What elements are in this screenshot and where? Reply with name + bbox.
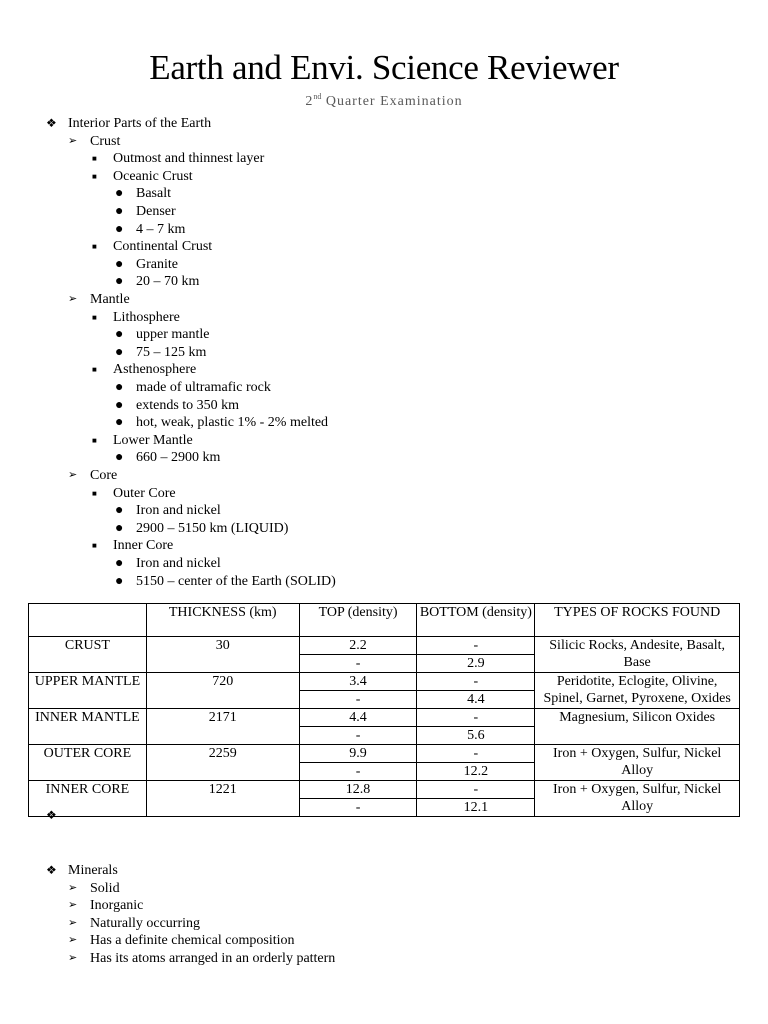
outline-item-level-3: Inner Core <box>113 538 174 554</box>
round-bullet-icon: ● <box>115 274 124 290</box>
bottom-density-cell: 12.1 <box>417 799 535 817</box>
rock-types-cell: Peridotite, Eclogite, Olivine, Spinel, Garnet, Pyroxene, Oxides <box>535 673 740 709</box>
thickness-cell: 2259 <box>146 745 299 781</box>
outline-item-level-4: 75 – 125 km <box>136 344 207 360</box>
round-bullet-icon: ● <box>115 186 124 202</box>
rock-types-cell: Iron + Oxygen, Sulfur, Nickel Alloy <box>535 781 740 817</box>
square-bullet-icon: ■ <box>92 488 97 498</box>
table-row <box>29 745 740 763</box>
subtitle-text: Quarter Examination <box>321 94 463 109</box>
subtitle-ordinal-suffix: nd <box>313 92 322 101</box>
earth-layers-table <box>28 603 740 817</box>
arrow-bullet-icon: ➢ <box>68 899 78 912</box>
round-bullet-icon: ● <box>115 556 124 571</box>
outline-item-level-3: Outmost and thinnest layer <box>113 151 265 167</box>
top-density-cell: - <box>299 655 417 673</box>
outline-item-level-3: Asthenosphere <box>113 362 197 378</box>
outline-item-level-4: hot, weak, plastic 1% - 2% melted <box>136 415 329 431</box>
square-bullet-icon: ■ <box>92 171 97 181</box>
bottom-density-cell: - <box>417 673 535 691</box>
square-bullet-icon: ■ <box>92 312 97 322</box>
table-header-cell: TOP (density) <box>299 604 417 637</box>
document-title: Earth and Envi. Science Reviewer <box>149 48 619 87</box>
outline-item-level-4: Denser <box>136 204 176 219</box>
outline-item-level-4: Iron and nickel <box>136 503 221 519</box>
diamond-bullet-icon: ❖ <box>46 116 57 130</box>
outline-item-level-4: Granite <box>136 256 178 272</box>
table-header-cell <box>29 604 147 637</box>
outline-item-level-4: 4 – 7 km <box>136 221 186 237</box>
outline-item-level-2: Crust <box>90 133 121 149</box>
outline-item-level-4: upper mantle <box>136 327 210 343</box>
layer-name-cell: INNER MANTLE <box>29 709 147 745</box>
outline-item-level-3: Outer Core <box>113 485 176 501</box>
outline-item-level-1: Interior Parts of the Earth <box>68 116 212 131</box>
thickness-cell: 1221 <box>146 781 299 817</box>
document-subtitle <box>0 88 768 111</box>
outline-item-level-4: 20 – 70 km <box>136 274 200 290</box>
outline-item-level-3: Continental Crust <box>113 239 213 255</box>
outline-item-level-3: Lower Mantle <box>113 432 193 448</box>
arrow-bullet-icon: ➢ <box>68 916 78 929</box>
empty-diamond-bullet: ❖ <box>46 808 57 822</box>
rock-types-cell: Silicic Rocks, Andesite, Basalt, Base <box>535 637 740 673</box>
bottom-density-cell: - <box>417 745 535 763</box>
round-bullet-icon: ● <box>115 573 124 589</box>
top-density-cell: 3.4 <box>299 673 417 691</box>
outline-item-level-4: 2900 – 5150 km (LIQUID) <box>136 520 289 536</box>
arrow-bullet-icon: ➢ <box>68 469 78 481</box>
round-bullet-icon: ● <box>115 221 124 237</box>
top-density-cell: 4.4 <box>299 709 417 727</box>
square-bullet-icon: ■ <box>92 365 97 375</box>
table-row <box>29 781 740 799</box>
thickness-cell: 720 <box>146 673 299 709</box>
top-density-cell: 12.8 <box>299 781 417 799</box>
rock-types-cell: Magnesium, Silicon Oxides <box>535 709 740 745</box>
diamond-bullet-icon: ❖ <box>46 863 57 877</box>
top-density-cell: - <box>299 799 417 817</box>
square-bullet-icon: ■ <box>92 435 97 445</box>
top-density-cell: - <box>299 763 417 781</box>
outline-item-level-2: Inorganic <box>90 898 144 914</box>
square-bullet-icon: ■ <box>92 541 97 551</box>
outline-item-level-2: Solid <box>90 880 120 896</box>
layer-name-cell: UPPER MANTLE <box>29 673 147 709</box>
outline-item-level-4: 5150 – center of the Earth (SOLID) <box>136 573 336 589</box>
table-header-row <box>29 604 740 637</box>
arrow-bullet-icon: ➢ <box>68 952 78 964</box>
bottom-density-cell: - <box>417 709 535 727</box>
outline-item-level-4: 660 – 2900 km <box>136 450 221 466</box>
arrow-bullet-icon: ➢ <box>68 934 78 947</box>
outline-item-level-2: Has a definite chemical composition <box>90 933 295 949</box>
layer-name-cell: INNER CORE <box>29 781 147 817</box>
round-bullet-icon: ● <box>115 204 124 219</box>
outline-item-level-1: Minerals <box>68 863 118 878</box>
rock-types-cell: Iron + Oxygen, Sulfur, Nickel Alloy <box>535 745 740 781</box>
round-bullet-icon: ● <box>115 503 124 519</box>
bottom-density-cell: - <box>417 637 535 655</box>
top-density-cell: - <box>299 727 417 745</box>
arrow-bullet-icon: ➢ <box>68 134 78 147</box>
outline-item-level-2: Naturally occurring <box>90 915 201 931</box>
arrow-bullet-icon: ➢ <box>68 881 78 894</box>
thickness-cell: 2171 <box>146 709 299 745</box>
bottom-density-cell: - <box>417 781 535 799</box>
round-bullet-icon: ● <box>115 415 124 431</box>
top-density-cell: 9.9 <box>299 745 417 763</box>
table-header-cell: THICKNESS (km) <box>146 604 299 637</box>
bottom-density-cell: 2.9 <box>417 655 535 673</box>
outline-item-level-4: Basalt <box>136 186 171 202</box>
round-bullet-icon: ● <box>115 256 124 272</box>
round-bullet-icon: ● <box>115 520 124 536</box>
round-bullet-icon: ● <box>115 397 124 413</box>
outline-item-level-2: Mantle <box>90 292 130 307</box>
layer-name-cell: CRUST <box>29 637 147 673</box>
square-bullet-icon: ■ <box>92 242 97 252</box>
outline-item-level-2: Core <box>90 468 118 483</box>
round-bullet-icon: ● <box>115 450 124 466</box>
table-header-cell: BOTTOM (density) <box>417 604 535 637</box>
outline-item-level-2: Has its atoms arranged in an orderly pattern <box>90 951 336 966</box>
layer-name-cell: OUTER CORE <box>29 745 147 781</box>
table-header-cell: TYPES OF ROCKS FOUND <box>535 604 740 637</box>
outline-item-level-4: Iron and nickel <box>136 556 221 571</box>
top-density-cell: 2.2 <box>299 637 417 655</box>
table-row <box>29 673 740 691</box>
bottom-density-cell: 5.6 <box>417 727 535 745</box>
top-density-cell: - <box>299 691 417 709</box>
bottom-density-cell: 4.4 <box>417 691 535 709</box>
outline-item-level-3: Lithosphere <box>113 309 180 325</box>
outline-item-level-4: extends to 350 km <box>136 397 240 413</box>
round-bullet-icon: ● <box>115 344 124 360</box>
outline-item-level-4: made of ultramafic rock <box>136 380 271 395</box>
thickness-cell: 30 <box>146 637 299 673</box>
outline-item-level-3: Oceanic Crust <box>113 168 193 184</box>
table-row <box>29 709 740 727</box>
round-bullet-icon: ● <box>115 327 124 343</box>
table-row <box>29 637 740 655</box>
arrow-bullet-icon: ➢ <box>68 293 78 305</box>
bottom-density-cell: 12.2 <box>417 763 535 781</box>
square-bullet-icon: ■ <box>92 154 97 164</box>
subtitle-number: 2 <box>305 94 314 109</box>
round-bullet-icon: ● <box>115 380 124 395</box>
